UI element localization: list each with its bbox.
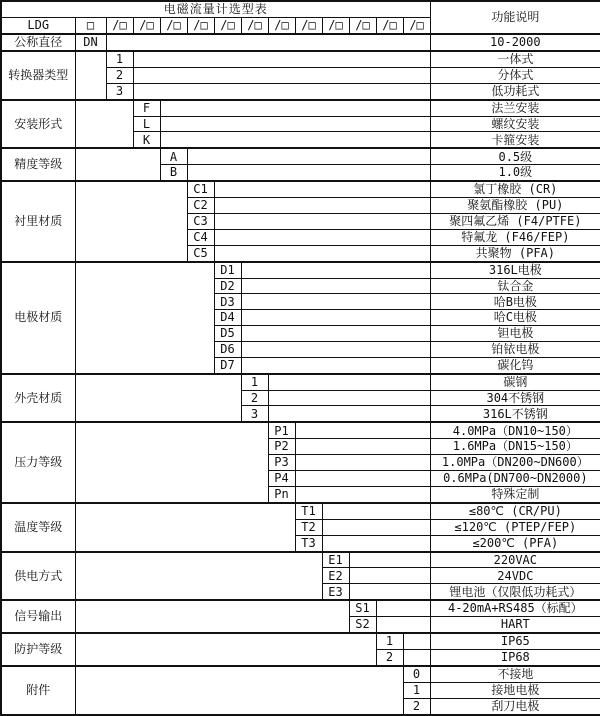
desc-cell: 4.0MPa（DN10~150） — [430, 422, 600, 438]
desc-cell: 1.6MPa（DN15~150） — [430, 439, 600, 455]
table-row — [1, 148, 600, 164]
desc-cell: HART — [430, 617, 600, 633]
filler-cell — [322, 519, 430, 535]
category-label-diameter: 公称直径 — [1, 34, 75, 51]
filler-cell — [106, 34, 430, 51]
desc-cell: 哈C电极 — [430, 310, 600, 326]
code-cell: E2 — [322, 568, 349, 584]
desc-cell: 1.0MPa（DN200~DN600） — [430, 455, 600, 471]
code-cell: C2 — [187, 198, 214, 214]
filler-cell — [75, 422, 268, 502]
filler-cell — [376, 600, 430, 616]
model-slot-box: /□ — [268, 17, 295, 33]
table-row — [1, 633, 600, 649]
model-slot-box: /□ — [376, 17, 403, 33]
category-label: 压力等级 — [1, 422, 75, 502]
desc-cell: 一体式 — [430, 51, 600, 67]
model-slot-box: /□ — [241, 17, 268, 33]
table-row — [1, 552, 600, 568]
filler-cell — [75, 148, 160, 181]
filler-cell — [268, 390, 430, 406]
filler-cell — [241, 341, 430, 357]
filler-cell — [295, 486, 430, 502]
desc-cell: 0.5级 — [430, 148, 600, 164]
code-cell: L — [133, 116, 160, 132]
code-cell: P2 — [268, 439, 295, 455]
code-cell-dn: DN — [75, 34, 106, 51]
function-column-header: 功能说明 — [430, 1, 600, 34]
code-cell: D1 — [214, 262, 241, 278]
code-cell: 3 — [241, 406, 268, 422]
category-label: 外壳材质 — [1, 374, 75, 423]
code-cell: D4 — [214, 310, 241, 326]
code-cell: E1 — [322, 552, 349, 568]
desc-cell: 铂铱电极 — [430, 341, 600, 357]
category-label: 信号输出 — [1, 600, 75, 633]
code-cell: K — [133, 132, 160, 148]
code-cell: 1 — [376, 633, 403, 649]
code-cell: S1 — [349, 600, 376, 616]
desc-cell: 螺纹安装 — [430, 116, 600, 132]
desc-cell: IP65 — [430, 633, 600, 649]
desc-cell: 共聚物 (PFA) — [430, 245, 600, 261]
filler-cell — [75, 374, 241, 423]
category-label: 供电方式 — [1, 552, 75, 601]
filler-cell — [75, 552, 322, 601]
code-cell: Pn — [268, 486, 295, 502]
table-row — [1, 100, 600, 116]
desc-cell: 304不锈钢 — [430, 390, 600, 406]
table-row — [1, 181, 600, 197]
code-cell: P3 — [268, 455, 295, 471]
filler-cell — [241, 310, 430, 326]
filler-cell — [75, 666, 403, 715]
desc-cell: 氯丁橡胶 (CR) — [430, 181, 600, 197]
category-label: 防护等级 — [1, 633, 75, 666]
code-cell: 1 — [241, 374, 268, 390]
desc-cell: 不接地 — [430, 666, 600, 682]
table-row — [1, 51, 600, 67]
desc-cell: 低功耗式 — [430, 83, 600, 99]
filler-cell — [75, 51, 106, 100]
filler-cell — [376, 617, 430, 633]
title-row — [1, 1, 600, 17]
code-cell: D7 — [214, 357, 241, 373]
code-cell: C5 — [187, 245, 214, 261]
code-cell: C1 — [187, 181, 214, 197]
desc-cell: 钛合金 — [430, 278, 600, 294]
code-cell: P4 — [268, 471, 295, 487]
model-slot-box: /□ — [403, 17, 430, 33]
filler-cell — [241, 294, 430, 310]
filler-cell — [160, 116, 430, 132]
category-label: 温度等级 — [1, 503, 75, 552]
desc-cell: 锂电池（仅限低功耗式） — [430, 584, 600, 600]
desc-cell: 316L电极 — [430, 262, 600, 278]
table-row — [1, 422, 600, 438]
filler-cell — [75, 181, 187, 261]
model-slot-box: /□ — [133, 17, 160, 33]
filler-cell — [214, 198, 430, 214]
table-row — [1, 600, 600, 616]
filler-cell — [75, 600, 349, 633]
code-cell: 0 — [403, 666, 430, 682]
filler-cell — [133, 67, 430, 83]
filler-cell — [214, 229, 430, 245]
filler-cell — [349, 584, 430, 600]
code-cell: 2 — [376, 650, 403, 666]
table-title: 电磁流量计选型表 — [1, 1, 430, 17]
desc-cell: 碳钢 — [430, 374, 600, 390]
desc-cell: 24VDC — [430, 568, 600, 584]
filler-cell — [268, 374, 430, 390]
desc-cell: 1.0级 — [430, 165, 600, 181]
filler-cell — [295, 422, 430, 438]
filler-cell — [349, 568, 430, 584]
filler-cell — [349, 552, 430, 568]
code-cell: 2 — [241, 390, 268, 406]
filler-cell — [133, 51, 430, 67]
desc-cell: 聚氨酯橡胶 (PU) — [430, 198, 600, 214]
filler-cell — [403, 650, 430, 666]
filler-cell — [295, 455, 430, 471]
desc-cell: 4-20mA+RS485（标配） — [430, 600, 600, 616]
code-cell: T2 — [295, 519, 322, 535]
code-cell: D5 — [214, 326, 241, 342]
category-label: 附件 — [1, 666, 75, 715]
code-cell: 2 — [106, 67, 133, 83]
filler-cell — [241, 262, 430, 278]
desc-cell: 0.6MPa(DN700~DN2000) — [430, 471, 600, 487]
filler-cell — [187, 148, 430, 164]
model-slot-box: /□ — [106, 17, 133, 33]
code-cell: F — [133, 100, 160, 116]
category-label: 电极材质 — [1, 262, 75, 374]
filler-cell — [75, 100, 133, 149]
desc-cell: 哈B电极 — [430, 294, 600, 310]
code-cell: T1 — [295, 503, 322, 519]
desc-cell: 316L不锈钢 — [430, 406, 600, 422]
code-cell: C4 — [187, 229, 214, 245]
code-cell: P1 — [268, 422, 295, 438]
desc-cell-diameter: 10-2000 — [430, 34, 600, 51]
desc-cell: 特氟龙 (F46/FEP) — [430, 229, 600, 245]
desc-cell: ≤120℃ (PTEP/FEP) — [430, 519, 600, 535]
code-cell: 1 — [106, 51, 133, 67]
filler-cell — [160, 100, 430, 116]
category-label: 精度等级 — [1, 148, 75, 181]
table-row — [1, 374, 600, 390]
model-slot-box: /□ — [187, 17, 214, 33]
category-label: 安装形式 — [1, 100, 75, 149]
desc-cell: 220VAC — [430, 552, 600, 568]
model-slot-box: /□ — [322, 17, 349, 33]
diameter-row — [1, 34, 600, 51]
table-row — [1, 666, 600, 682]
code-cell: D6 — [214, 341, 241, 357]
filler-cell — [75, 262, 214, 374]
code-cell: D3 — [214, 294, 241, 310]
filler-cell — [241, 357, 430, 373]
model-slot-box: /□ — [349, 17, 376, 33]
category-label: 衬里材质 — [1, 181, 75, 261]
desc-cell: 钽电极 — [430, 326, 600, 342]
filler-cell — [133, 83, 430, 99]
desc-cell: 碳化钨 — [430, 357, 600, 373]
model-slot-box: /□ — [295, 17, 322, 33]
filler-cell — [295, 471, 430, 487]
code-cell: C3 — [187, 213, 214, 229]
filler-cell — [241, 278, 430, 294]
model-first-box: □ — [75, 17, 106, 33]
filler-cell — [75, 633, 376, 666]
desc-cell: IP68 — [430, 650, 600, 666]
code-cell: A — [160, 148, 187, 164]
filler-cell — [322, 535, 430, 551]
desc-cell: 法兰安装 — [430, 100, 600, 116]
filler-cell — [160, 132, 430, 148]
desc-cell: 接地电极 — [430, 682, 600, 698]
desc-cell: ≤200℃ (PFA) — [430, 535, 600, 551]
filler-cell — [241, 326, 430, 342]
desc-cell: 刮刀电极 — [430, 698, 600, 715]
filler-cell — [214, 181, 430, 197]
code-cell: D2 — [214, 278, 241, 294]
code-cell: 1 — [403, 682, 430, 698]
filler-cell — [268, 406, 430, 422]
filler-cell — [403, 633, 430, 649]
filler-cell — [75, 503, 295, 552]
code-cell: E3 — [322, 584, 349, 600]
code-cell: T3 — [295, 535, 322, 551]
category-label: 转换器类型 — [1, 51, 75, 100]
desc-cell: 分体式 — [430, 67, 600, 83]
filler-cell — [214, 245, 430, 261]
code-cell: 2 — [403, 698, 430, 715]
code-cell: 3 — [106, 83, 133, 99]
filler-cell — [322, 503, 430, 519]
code-cell: B — [160, 165, 187, 181]
desc-cell: 卡箍安装 — [430, 132, 600, 148]
table-row — [1, 262, 600, 278]
model-prefix: LDG — [1, 17, 75, 33]
desc-cell: ≤80℃ (CR/PU) — [430, 503, 600, 519]
filler-cell — [295, 439, 430, 455]
table-row — [1, 503, 600, 519]
desc-cell: 聚四氟乙烯 (F4/PTFE) — [430, 213, 600, 229]
model-slot-box: /□ — [160, 17, 187, 33]
filler-cell — [187, 165, 430, 181]
desc-cell: 特殊定制 — [430, 486, 600, 502]
filler-cell — [214, 213, 430, 229]
model-slot-box: /□ — [214, 17, 241, 33]
code-cell: S2 — [349, 617, 376, 633]
